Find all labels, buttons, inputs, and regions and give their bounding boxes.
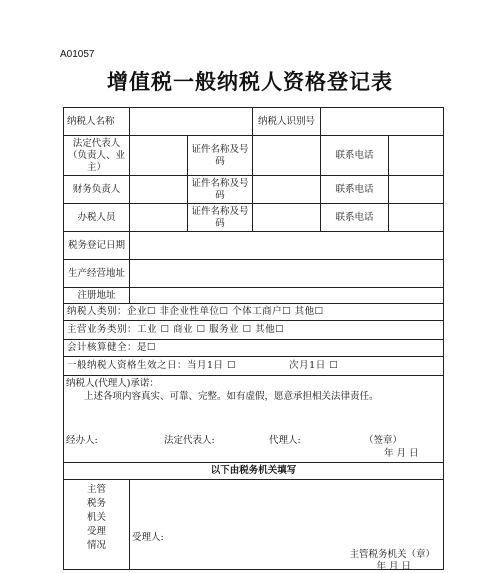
declaration-text: 上述各项内容真实、可靠、完整。如有虚假，愿意承担相关法律责任。 xyxy=(84,391,379,402)
row-tax-reg-date xyxy=(64,232,444,260)
row-accounting xyxy=(64,340,444,357)
label-business-address: 生产经营地址 xyxy=(64,260,130,288)
business-category-options[interactable]: 主营业务类别：工业 ☐ 商业 ☐ 服务业 ☐ 其他☐ xyxy=(64,321,444,340)
taxpayer-type-options[interactable]: 纳税人类别：企业☐ 非企业性单位☐ 个体工商户☐ 其他☐ xyxy=(64,304,444,321)
field-taxpayer-name[interactable] xyxy=(130,108,253,136)
field-tax-reg-date[interactable] xyxy=(130,232,444,260)
field-business-address[interactable] xyxy=(130,260,444,288)
accounting-sound-option[interactable]: 会计核算健全：是☐ xyxy=(64,340,444,357)
label-finance-head-id: 证件名称及号码 xyxy=(188,176,253,204)
field-legal-rep-id[interactable] xyxy=(253,136,321,176)
row-finance-head xyxy=(64,176,444,204)
label-agency-accept xyxy=(64,480,130,570)
label-taxpayer-name: 纳税人名称 xyxy=(64,108,130,136)
field-finance-head[interactable] xyxy=(130,176,188,204)
handler-signature[interactable]: 经办人: xyxy=(66,435,98,446)
field-taxpayer-id[interactable] xyxy=(321,108,444,136)
field-tax-officer[interactable] xyxy=(130,204,188,232)
row-declaration xyxy=(64,376,444,463)
label-finance-head-phone: 联系电话 xyxy=(321,176,389,204)
field-tax-officer-id[interactable] xyxy=(253,204,321,232)
label-registered-address: 注册地址 xyxy=(64,288,130,304)
agency-accept-text: 主管税务机关受理情况 xyxy=(86,484,106,551)
row-business-address xyxy=(64,260,444,288)
label-legal-rep: 法定代表人（负责人、业主） xyxy=(64,136,130,176)
field-legal-rep[interactable] xyxy=(130,136,188,176)
row-taxpayer-type xyxy=(64,304,444,321)
receiver-signature[interactable]: 受理人: xyxy=(132,532,164,543)
row-effective-date xyxy=(64,357,444,376)
field-registered-address[interactable] xyxy=(130,288,444,304)
label-legal-rep-id: 证件名称及号码 xyxy=(188,136,253,176)
row-agency-accept xyxy=(64,480,444,570)
declaration-seal: （签章） xyxy=(364,435,403,446)
row-registered-address xyxy=(64,288,444,304)
registration-form-table xyxy=(63,107,444,570)
label-finance-head: 财务负责人 xyxy=(64,176,130,204)
label-tax-officer-id: 证件名称及号码 xyxy=(188,204,253,232)
declaration-block xyxy=(64,376,443,462)
row-tax-officer xyxy=(64,204,444,232)
effective-date-next-month[interactable]: 次月1日 ☐ xyxy=(289,360,339,371)
field-legal-rep-phone[interactable] xyxy=(389,136,444,176)
agent-signature[interactable]: 代理人: xyxy=(269,435,301,446)
label-tax-reg-date: 税务登记日期 xyxy=(64,232,130,260)
field-tax-officer-phone[interactable] xyxy=(389,204,444,232)
legal-rep-signature[interactable]: 法定代表人: xyxy=(164,435,215,446)
effective-date-current-month[interactable]: 一般纳税人资格生效之日：当月1日 ☐ xyxy=(67,360,237,371)
field-finance-head-id[interactable] xyxy=(253,176,321,204)
effective-date-options[interactable] xyxy=(64,357,444,376)
agency-accept-block xyxy=(130,480,443,572)
row-business-category xyxy=(64,321,444,340)
field-finance-head-phone[interactable] xyxy=(389,176,444,204)
form-code: A01057 xyxy=(60,49,95,60)
row-agency-heading xyxy=(64,463,444,480)
label-legal-rep-phone: 联系电话 xyxy=(321,136,389,176)
declaration-heading: 纳税人(代理人)承诺： xyxy=(66,378,159,389)
label-tax-officer-phone: 联系电话 xyxy=(321,204,389,232)
page-title: 增值税一般纳税人资格登记表 xyxy=(107,69,393,94)
row-legal-rep xyxy=(64,136,444,176)
agency-date[interactable]: 年 月 日 xyxy=(376,561,411,572)
agency-section-heading: 以下由税务机关填写 xyxy=(64,463,444,480)
declaration-date[interactable]: 年 月 日 xyxy=(384,448,419,459)
label-tax-officer: 办税人员 xyxy=(64,204,130,232)
agency-seal: 主管税务机关（章） xyxy=(349,549,435,560)
row-taxpayer-name xyxy=(64,108,444,136)
label-taxpayer-id: 纳税人识别号 xyxy=(253,108,321,136)
